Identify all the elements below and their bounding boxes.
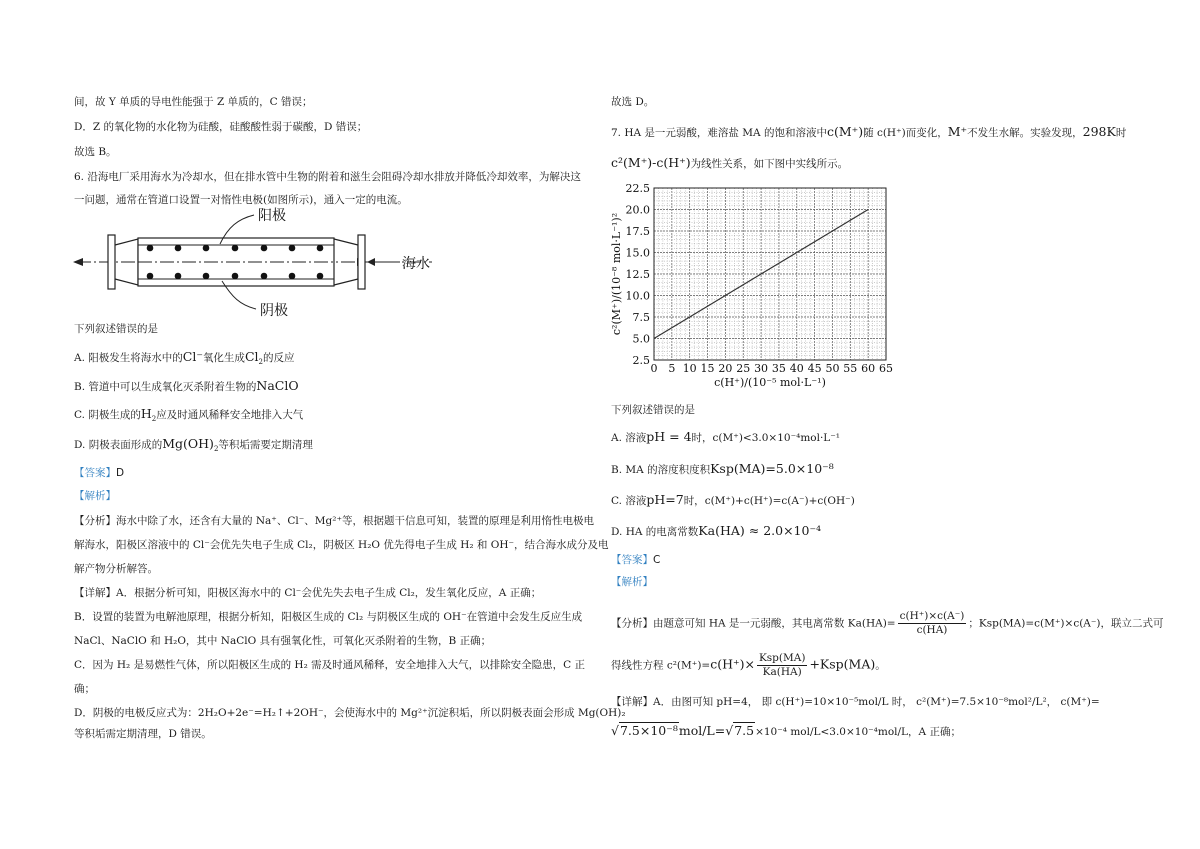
option-d-text: D. HA 的电离常数 (611, 526, 699, 538)
option-d-math: Ka(HA) ≈ 2.0×10⁻⁴ (698, 523, 822, 538)
detail-text: 确； (74, 683, 95, 695)
hydrogen: H (140, 406, 152, 421)
q7-math: c²(M⁺)-c(H⁺) (611, 155, 691, 170)
cathode-label: 阴极 (260, 303, 288, 319)
seawater-label: 海水 (402, 256, 430, 272)
ka-fraction (898, 610, 967, 637)
option-a-end: 的反应 (262, 352, 295, 364)
sqrt-radicand: 7.5 (734, 723, 755, 738)
question-7-text (611, 156, 848, 171)
right-text-line: 故选 D。 (611, 96, 655, 108)
equation-end: 。 (875, 659, 886, 672)
option-b-math: Ksp(MA)=5.0×10⁻⁸ (710, 461, 834, 476)
q7-math: 298K (1082, 124, 1116, 139)
option-a-mid: 时， (691, 432, 713, 444)
x-tick-label: 25 (736, 362, 751, 375)
x-tick-label: 10 (682, 362, 697, 375)
fraction-numerator: Ksp(MA) (758, 652, 806, 664)
option-c-end: 应及时通风稀释安全地排入大气 (156, 409, 304, 421)
question-stem: 下列叙述错误的是 (611, 404, 695, 416)
fenxi-line: ；Ksp(MA)=c(M⁺)×c(A⁻)，联立二式可 (968, 617, 1164, 630)
option-c-mid: 时， (683, 495, 705, 507)
fenxi-line: 由题意可知 HA 是一元弱酸，其电离常数 Ka(HA)= (653, 617, 896, 630)
option-b (611, 462, 834, 477)
question-6-text: 一问题，通常在管道口设置一对惰性电极(如图所示)，通入一定的电流。 (74, 194, 408, 206)
x-tick-label: 30 (754, 362, 769, 375)
option-c-text: C. 阴极生成的 (74, 409, 141, 421)
y-tick-label: 2.5 (632, 354, 650, 367)
answer-tag: 【答案】 (74, 467, 116, 479)
option-a-math: pH = 4 (646, 429, 692, 444)
y-tick-label: 22.5 (625, 182, 650, 195)
option-c (611, 493, 855, 508)
y-tick-label: 12.5 (625, 268, 650, 281)
detail-text: √7.5×10⁻⁸mol/L=√7.5×10⁻⁴ mol/L<3.0×10⁻⁴mol/L，A 正确； (611, 723, 961, 738)
left-text-line: D．Z 的氧化物的水化物为硅酸，硅酸酸性弱于碳酸，D 错误； (74, 121, 368, 133)
option-a-mid: 氧化生成 (202, 352, 245, 364)
chlorine: Cl (244, 349, 259, 364)
sqrt-radicand: 7.5×10⁻⁸ (619, 723, 678, 738)
option-d-text: D. 阴极表面形成的 (74, 439, 163, 451)
detail-text: D．阴极的电极反应式为：2H₂O+2e⁻=H₂↑+2OH⁻，会使海水中的 Mg²⁺沉淀积垢，所以阴极表面会形成 Mg(OH)₂ (74, 707, 626, 719)
option-a-math: c(M⁺)<3.0×10⁻⁴mol·L⁻¹ (712, 432, 841, 444)
answer-tag: 【答案】 (611, 554, 653, 566)
question-6-text: 6. 沿海电厂采用海水为冷却水，但在排水管中生物的附着和滋生会阻碍冷却水排放并降低冷却效率，为解决这 (74, 171, 581, 183)
detail-line: A．根据分析可知，阳极区海水中的 Cl⁻会优先失去电子生成 Cl₂，发生氧化反应，A 正确； (116, 587, 542, 599)
x-axis-label: c(H⁺)/(10⁻⁵ mol·L⁻¹) (714, 376, 826, 389)
option-d-end: 等积垢需要定期清理 (218, 439, 313, 451)
y-tick-label: 17.5 (625, 225, 650, 238)
subscript: 2 (151, 415, 157, 424)
analysis-text: 解产物分析解答。 (74, 563, 158, 575)
detail-text: C．因为 H₂ 是易燃性气体，所以阳极区生成的 H₂ 需及时通风稀释，安全地排入大气，以排除安全隐患，C 正 (74, 659, 585, 671)
detail-part: ×10⁻⁴ mol/L<3.0×10⁻⁴mol/L，A 正确； (755, 726, 961, 738)
q7-part: 时 (1115, 127, 1127, 139)
answer-value: D (116, 467, 125, 479)
answer-value: C (653, 554, 661, 566)
fenxi-tag: 【分析】 (74, 515, 116, 527)
analysis-text: 解海水，阳极区溶液中的 Cl⁻会优先失电子生成 Cl₂，阴极区 H₂O 优先得电子生成 H₂ 和 OH⁻，结合海水成分及电 (74, 539, 609, 551)
answer-line (611, 553, 660, 567)
x-tick-label: 0 (650, 362, 658, 375)
subscript: 2 (258, 358, 263, 367)
equation-part: c(H⁺)× (710, 656, 755, 672)
subscript: 2 (213, 445, 219, 454)
analysis-text (74, 514, 594, 528)
option-d (611, 524, 821, 539)
analysis-text (611, 652, 886, 679)
y-axis-label: c²(M⁺)/(10⁻⁸ mol·L⁻¹)² (610, 212, 623, 336)
q7-part: 7. HA 是一元弱酸，难溶盐 MA 的饱和溶液中 (611, 127, 827, 139)
x-tick-label: 45 (807, 362, 822, 375)
option-b-text: B. 管道中可以生成氧化灭杀附着生物的 (74, 381, 257, 393)
xiangjie-tag: 【详解】 (611, 696, 653, 708)
q7-math: c(M⁺) (826, 124, 864, 139)
y-tick-label: 20.0 (625, 203, 650, 217)
fenxi-line: 海水中除了水，还含有大量的 Na⁺、Cl⁻、Mg²⁺等，根据题干信息可知，装置的原理是利用惰性电极电 (116, 515, 594, 527)
fenxi-line: 得线性方程 c²(M⁺)= (611, 659, 711, 672)
analysis-tag: 【解析】 (611, 576, 653, 588)
detail-text: B．设置的装置为电解池原理，根据分析知，阳极区生成的 Cl₂ 与阴极区生成的 OH⁻在管道中会发生反应生成 (74, 611, 583, 623)
fraction-numerator: c(H⁺)×c(A⁻) (899, 610, 965, 622)
q7-part: 随 c(H⁺)而变化， (863, 127, 948, 139)
question-7-text (611, 125, 1126, 140)
x-tick-label: 35 (771, 362, 786, 375)
detail-text: 等积垢需定期清理，D 错误。 (74, 728, 212, 740)
detail-line: A．由图可知 pH=4， 即 c(H⁺)=10×10⁻⁵mol/L 时， c²(M⁺)=7.5×10⁻⁸mol²/L²， c(M⁺)= (653, 696, 1100, 708)
option-a-text: A. 阳极发生将海水中的 (74, 352, 183, 364)
equation-part: +Ksp(MA) (809, 656, 876, 672)
flow-arrow-left-icon (73, 258, 83, 266)
seawater-arrow-icon (367, 258, 375, 266)
naclo-formula: NaClO (256, 378, 299, 393)
fraction-denominator: Ka(HA) (762, 666, 802, 678)
x-tick-label: 20 (718, 362, 733, 375)
mgoh2-formula: Mg(OH) (162, 436, 214, 451)
option-c-math: c(M⁺)+c(H⁺)=c(A⁻)+c(OH⁻) (704, 495, 855, 507)
y-tick-label: 15.0 (625, 246, 650, 260)
detail-text (74, 586, 541, 600)
option-c-math: pH=7 (646, 492, 684, 507)
option-a-text: A. 溶液 (611, 432, 647, 444)
option-c (74, 407, 303, 422)
anode-label: 阳极 (258, 208, 286, 224)
y-tick-label: 7.5 (632, 311, 650, 324)
x-tick-label: 55 (843, 362, 858, 375)
option-d (74, 437, 313, 452)
chloride-ion: Cl⁻ (182, 349, 203, 364)
option-a (74, 350, 294, 365)
x-tick-label: 65 (879, 362, 893, 375)
x-tick-label: 40 (789, 362, 804, 375)
x-tick-label: 5 (668, 362, 676, 375)
option-b (74, 379, 299, 394)
y-tick-label: 10.0 (625, 289, 650, 303)
linear-relation-chart (606, 178, 906, 396)
detail-part: mol/L= (678, 723, 726, 738)
ksp-ka-fraction (757, 652, 807, 679)
xiangjie-tag: 【详解】 (74, 587, 116, 599)
x-tick-label: 15 (700, 362, 715, 375)
question-stem: 下列叙述错误的是 (74, 323, 158, 335)
electrode-pipe-diagram (72, 205, 452, 323)
left-text-line: 间，故 Y 单质的导电性能强于 Z 单质的，C 错误； (74, 96, 313, 108)
x-tick-label: 50 (825, 362, 840, 375)
analysis-tag: 【解析】 (74, 490, 116, 502)
detail-text: NaCl、NaClO 和 H₂O，其中 NaClO 具有强氧化性，可氧化灭杀附着的生物，B 正确； (74, 635, 492, 647)
detail-text (611, 695, 1100, 709)
option-a (611, 430, 840, 445)
fenxi-tag: 【分析】 (611, 617, 653, 630)
q7-math: M⁺ (947, 124, 968, 139)
left-text-line: 故选 B。 (74, 146, 117, 158)
y-tick-label: 5.0 (632, 332, 650, 346)
q7-part: 不发生水解。实验发现， (967, 127, 1083, 139)
fraction-denominator: c(HA) (916, 624, 948, 636)
q7-part: 为线性关系，如下图中实线所示。 (690, 158, 849, 170)
analysis-text (611, 610, 1164, 637)
option-c-text: C. 溶液 (611, 495, 647, 507)
answer-line (74, 466, 124, 480)
x-tick-label: 60 (861, 362, 876, 375)
option-b-text: B. MA 的溶度积度积 (611, 464, 711, 476)
